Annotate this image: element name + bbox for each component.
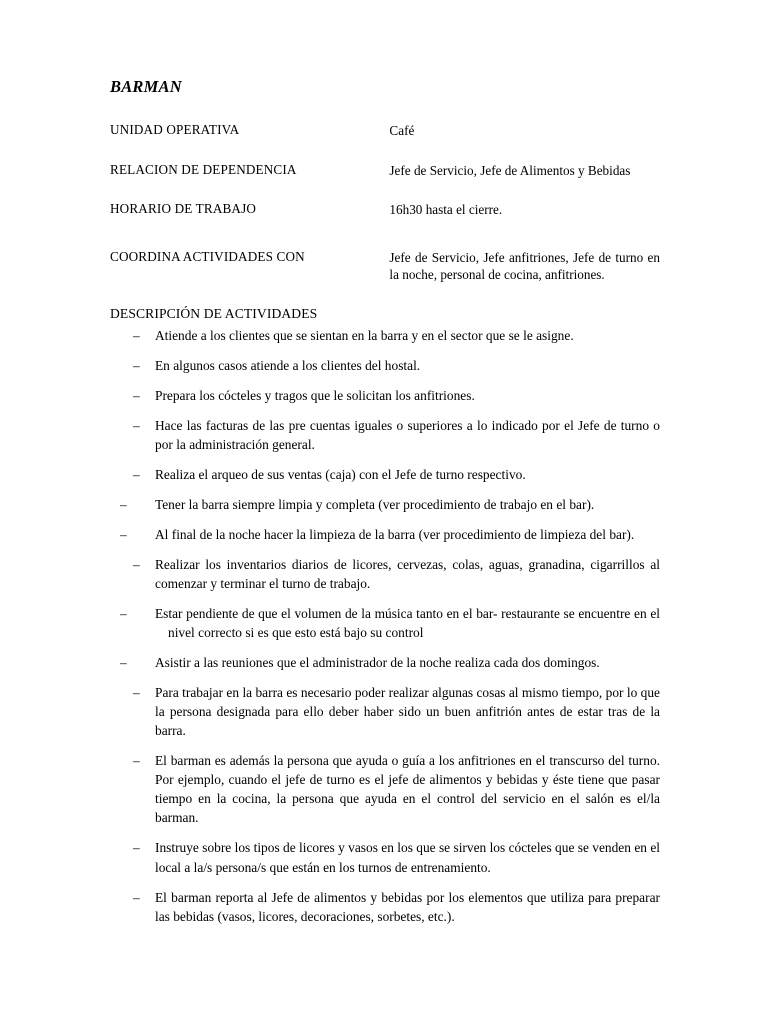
field-label-unidad-operativa: UNIDAD OPERATIVA (110, 122, 240, 138)
activities-list (110, 326, 660, 926)
list-item-text: Al final de la noche hacer la limpieza de la barra (ver procedimiento de limpieza del bar). (155, 527, 635, 543)
table-row (110, 249, 660, 306)
field-value-coordina-actividades-con: Jefe de Servicio, Jefe anfitriones, Jefe de turno en la noche, personal de cocina, anfitriones. (389, 249, 660, 283)
bullet-dash-icon: – (133, 327, 140, 343)
list-item (110, 555, 660, 593)
list-item-text: Hace las facturas de las pre cuentas iguales o superiores a lo indicado por el Jefe de turno o por la administración general. (155, 417, 660, 452)
bullet-dash-icon: – (133, 753, 140, 769)
bullet-dash-icon: – (133, 357, 140, 373)
table-row (110, 122, 660, 162)
list-item-text: Tener la barra siempre limpia y completa (ver procedimiento de trabajo en el bar). (155, 497, 595, 513)
list-item-text: Instruye sobre los tipos de licores y vasos en los que se sirven los cócteles que se venden en el local a la/s persona/s que están en los turnos de entrenamiento. (155, 840, 660, 875)
list-item-text: Prepara los cócteles y tragos que le solicitan los anfitriones. (155, 387, 475, 403)
bullet-dash-icon: – (133, 387, 140, 403)
list-item-text: Asistir a las reuniones que el administrador de la noche realiza cada dos domingos. (155, 655, 600, 671)
list-item (110, 416, 660, 454)
list-item: – Al final de la noche hacer la limpieza de la barra (ver procedimiento de limpieza del bar). (120, 527, 635, 543)
bullet-dash-icon: – (133, 467, 140, 483)
list-item: – Asistir a las reuniones que el administrador de la noche realiza cada dos domingos. (120, 655, 600, 671)
section-heading-descripcion-de-actividades: DESCRIPCIÓN DE ACTIVIDADES (110, 305, 318, 321)
list-item-text: El barman reporta al Jefe de alimentos y bebidas por los elementos que utiliza para preparar las bebidas (vasos, licores, decoraciones, sorbetes, etc.). (155, 889, 660, 924)
header-fields-body (110, 122, 660, 306)
list-item (110, 838, 660, 876)
list-item-text: En algunos casos atiende a los clientes del hostal. (155, 357, 421, 373)
list-item: – Estar pendiente de que el volumen de la música tanto en el bar- restaurante se encuentre en el nivel correcto si es que esto está bajo su control (120, 606, 660, 641)
field-label-coordina-actividades-con: COORDINA ACTIVIDADES CON (110, 248, 305, 264)
field-value-unidad-operativa: Café (389, 123, 415, 139)
field-label-horario-de-trabajo: HORARIO DE TRABAJO (110, 201, 257, 217)
bullet-dash-icon: – (133, 685, 140, 701)
list-item (110, 888, 660, 926)
header-fields-table (110, 122, 660, 306)
bullet-dash-icon: – (133, 557, 140, 573)
field-label-relacion-de-dependencia: RELACION DE DEPENDENCIA (110, 161, 297, 177)
list-item (110, 465, 660, 484)
list-item-text: El barman es además la persona que ayuda o guía a los anfitriones en el transcurso del turno. Por ejemplo, cuando el jefe de turno es el jefe de alimentos y bebidas y éste tiene que pasar tiempo en la cocina, la persona que ayuda en el control del servicio en el salón es el/la barman. (155, 753, 660, 826)
bullet-dash-icon: – (133, 417, 140, 433)
list-item-text: Para trabajar en la barra es necesario poder realizar algunas cosas al mismo tiempo, por lo que la persona designada para ello deber haber sido un buen anfitrión antes de estar tras de la barra. (155, 685, 660, 739)
list-item (110, 683, 660, 740)
bullet-dash-icon: – (133, 889, 140, 905)
list-item-text: Atiende a los clientes que se sientan en la barra y en el sector que se le asigne. (155, 327, 574, 343)
list-item (110, 751, 660, 827)
bullet-dash-icon: – (133, 840, 140, 856)
list-item-text: Estar pendiente de que el volumen de la música tanto en el bar- restaurante se encuentre en el nivel correcto si es que esto está bajo su control (155, 606, 660, 641)
list-item (110, 386, 660, 405)
table-row (110, 162, 660, 202)
field-value-horario-de-trabajo: 16h30 hasta el cierre. (389, 202, 503, 218)
field-value-relacion-de-dependencia: Jefe de Servicio, Jefe de Alimentos y Bebidas (389, 162, 631, 178)
list-item: – Tener la barra siempre limpia y completa (ver procedimiento de trabajo en el bar). (120, 497, 595, 513)
page-title: BARMAN (110, 77, 182, 96)
list-item (110, 326, 660, 345)
list-item-text: Realizar los inventarios diarios de licores, cervezas, colas, aguas, granadina, cigarrillos al comenzar y terminar el turno de trabajo. (155, 557, 660, 592)
list-item-text: Realiza el arqueo de sus ventas (caja) con el Jefe de turno respectivo. (155, 467, 526, 483)
list-item (110, 356, 660, 375)
table-row (110, 201, 660, 249)
